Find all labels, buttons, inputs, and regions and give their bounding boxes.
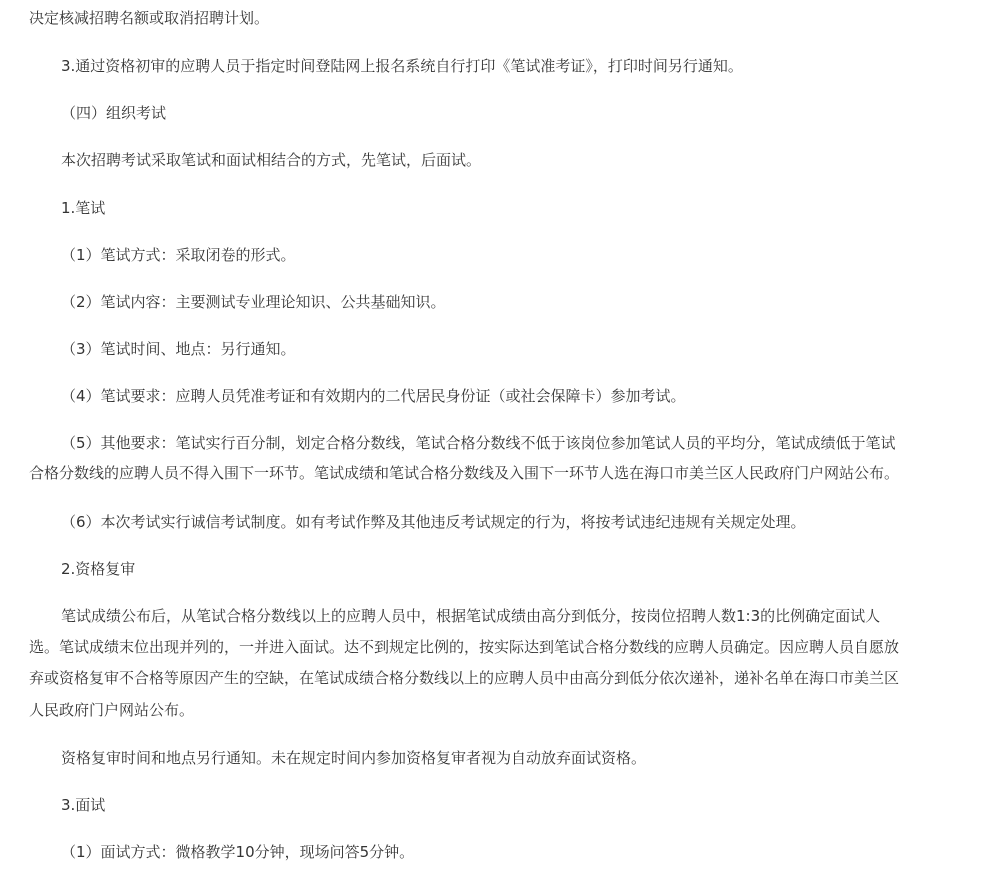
paragraph-line: 选。笔试成绩末位出现并列的，一并进入面试。达不到规定比例的，按实际达到笔试合格分数线的应聘人员确定。因应聘人员自愿放 bbox=[29, 638, 900, 656]
paragraph-line: （6）本次考试实行诚信考试制度。如有考试作弊及其他违反考试规定的行为，将按考试违纪违规有关规定处理。 bbox=[61, 513, 806, 531]
paragraph-line: （4）笔试要求：应聘人员凭准考证和有效期内的二代居民身份证（或社会保障卡）参加考试。 bbox=[61, 387, 686, 405]
paragraph-line: （5）其他要求：笔试实行百分制，划定合格分数线，笔试合格分数线不低于该岗位参加笔试人员的平均分，笔试成绩低于笔试 bbox=[61, 434, 896, 452]
paragraph-line: 笔试成绩公布后，从笔试合格分数线以上的应聘人员中，根据笔试成绩由高分到低分，按岗位招聘人数1:3的比例确定面试人 bbox=[61, 607, 881, 625]
paragraph-line: 决定核减招聘名额或取消招聘计划。 bbox=[29, 9, 270, 27]
paragraph-line: 3.通过资格初审的应聘人员于指定时间登陆网上报名系统自行打印《笔试准考证》，打印时间另行通知。 bbox=[61, 57, 743, 75]
section-heading: （四）组织考试 bbox=[61, 104, 167, 122]
paragraph-line: 弃或资格复审不合格等原因产生的空缺，在笔试成绩合格分数线以上的应聘人员中由高分到低分依次递补，递补名单在海口市美兰区 bbox=[29, 669, 900, 687]
subsection-heading: 2.资格复审 bbox=[61, 560, 136, 578]
subsection-heading: 3.面试 bbox=[61, 796, 106, 814]
paragraph-line: 资格复审时间和地点另行通知。未在规定时间内参加资格复审者视为自动放弃面试资格。 bbox=[61, 749, 647, 767]
paragraph-line: 合格分数线的应聘人员不得入围下一环节。笔试成绩和笔试合格分数线及入围下一环节人选在海口市美兰区人民政府门户网站公布。 bbox=[29, 464, 900, 482]
paragraph-line: （1）面试方式：微格教学10分钟，现场问答5分钟。 bbox=[61, 843, 415, 861]
paragraph-line: （3）笔试时间、地点：另行通知。 bbox=[61, 340, 296, 358]
paragraph-line: （1）笔试方式：采取闭卷的形式。 bbox=[61, 246, 296, 264]
paragraph-line: （2）笔试内容：主要测试专业理论知识、公共基础知识。 bbox=[61, 293, 446, 311]
paragraph-line: 本次招聘考试采取笔试和面试相结合的方式，先笔试，后面试。 bbox=[61, 151, 482, 169]
paragraph-line: 人民政府门户网站公布。 bbox=[29, 701, 195, 719]
subsection-heading: 1.笔试 bbox=[61, 199, 106, 217]
